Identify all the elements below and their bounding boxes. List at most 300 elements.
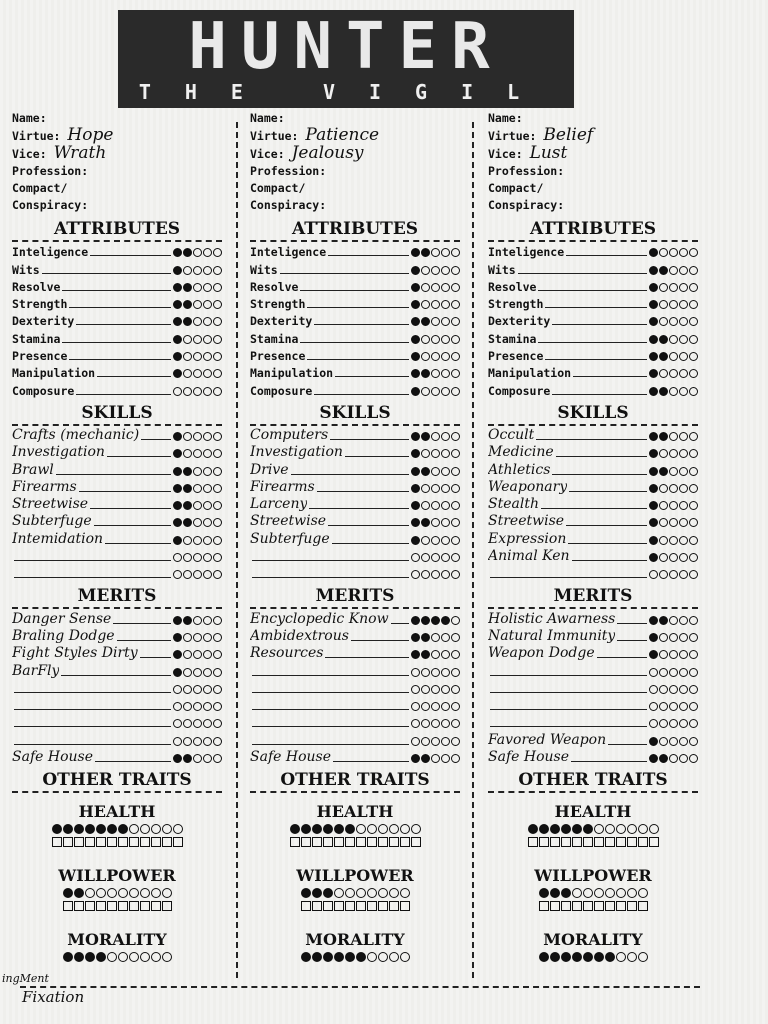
list-item — [488, 644, 698, 661]
health-box — [616, 837, 626, 847]
empty-dot — [421, 536, 430, 545]
empty-dot — [649, 668, 658, 677]
dot-track — [173, 300, 222, 309]
dot-track — [411, 369, 460, 378]
filled-dot — [421, 248, 430, 257]
attribute-row — [250, 328, 460, 345]
empty-dot — [183, 570, 192, 579]
filled-dot — [183, 300, 192, 309]
fill-line — [490, 709, 647, 710]
empty-dot — [213, 518, 222, 527]
attribute-row — [488, 311, 698, 328]
empty-dot — [659, 553, 668, 562]
stat-name: Manipulation — [250, 366, 334, 381]
willpower-box — [118, 901, 128, 911]
empty-dot — [441, 449, 450, 458]
empty-dot — [679, 553, 688, 562]
filled-dot — [173, 650, 182, 659]
skills-header: SKILLS — [488, 402, 698, 426]
list-item — [250, 661, 460, 678]
filled-dot — [550, 888, 560, 898]
name-field — [12, 110, 222, 127]
empty-dot — [659, 300, 668, 309]
filled-dot — [411, 432, 420, 441]
list-item — [488, 609, 698, 626]
filled-dot — [659, 616, 668, 625]
filled-dot — [659, 754, 668, 763]
filled-dot — [411, 467, 420, 476]
conspiracy-field — [12, 197, 222, 214]
filled-dot — [411, 387, 420, 396]
stat-name: Resources — [250, 645, 324, 662]
willpower-box — [539, 901, 549, 911]
filled-dot — [345, 952, 355, 962]
empty-dot — [451, 484, 460, 493]
dot-track — [173, 484, 222, 493]
filled-dot — [183, 484, 192, 493]
empty-dot — [451, 570, 460, 579]
empty-dot — [203, 449, 212, 458]
fill-line — [332, 543, 409, 544]
dot-track — [173, 449, 222, 458]
health-box — [162, 837, 172, 847]
empty-dot — [627, 888, 637, 898]
list-item — [12, 478, 222, 495]
stat-name: Wits — [488, 262, 516, 277]
filled-dot — [572, 824, 582, 834]
dot-track — [173, 685, 222, 694]
empty-dot — [421, 685, 430, 694]
empty-dot — [213, 467, 222, 476]
filled-dot — [173, 317, 182, 326]
filled-dot — [301, 952, 311, 962]
willpower-header: WILLPOWER — [296, 866, 414, 886]
empty-dot — [203, 335, 212, 344]
health-box — [528, 837, 538, 847]
empty-dot — [679, 570, 688, 579]
dot-track — [173, 369, 222, 378]
fill-line — [61, 675, 171, 676]
filled-dot — [421, 633, 430, 642]
empty-dot — [441, 501, 450, 510]
empty-dot — [649, 685, 658, 694]
stat-name: Stamina — [12, 331, 61, 346]
attribute-row — [250, 346, 460, 363]
health-box — [107, 837, 117, 847]
spacer — [12, 847, 222, 857]
willpower-box — [107, 901, 117, 911]
empty-dot — [669, 432, 678, 441]
stat-name: Drive — [250, 461, 289, 478]
filled-dot — [63, 824, 73, 834]
willpower-box — [334, 901, 344, 911]
empty-dot — [431, 300, 440, 309]
conspiracy-label: Conspiracy: — [12, 198, 89, 212]
empty-dot — [689, 467, 698, 476]
attribute-row — [250, 242, 460, 259]
fill-line — [90, 255, 171, 256]
attribute-row — [488, 242, 698, 259]
stat-name: Subterfuge — [250, 530, 330, 547]
empty-dot — [193, 432, 202, 441]
list-item — [488, 730, 698, 747]
filled-dot — [649, 616, 658, 625]
willpower-box — [550, 901, 560, 911]
filled-dot — [539, 824, 549, 834]
filled-dot — [356, 952, 366, 962]
filled-dot — [173, 484, 182, 493]
empty-dot — [193, 702, 202, 711]
filled-dot — [411, 369, 420, 378]
attribute-row — [250, 380, 460, 397]
fill-line — [568, 543, 647, 544]
willpower-box — [74, 901, 84, 911]
empty-dot — [203, 719, 212, 728]
empty-dot — [411, 685, 420, 694]
empty-dot — [431, 369, 440, 378]
empty-dot — [203, 248, 212, 257]
empty-dot — [689, 387, 698, 396]
empty-dot — [203, 685, 212, 694]
fill-line — [314, 324, 409, 325]
empty-dot — [679, 737, 688, 746]
empty-dot — [659, 449, 668, 458]
fill-line — [252, 675, 409, 676]
filled-dot — [323, 952, 333, 962]
empty-dot — [679, 702, 688, 711]
empty-dot — [441, 570, 450, 579]
filled-dot — [173, 536, 182, 545]
filled-dot — [649, 553, 658, 562]
empty-dot — [213, 616, 222, 625]
dot-track — [173, 248, 222, 257]
stat-name: Expression — [488, 530, 567, 547]
filled-dot — [649, 335, 658, 344]
fill-line — [314, 394, 409, 395]
empty-dot — [669, 737, 678, 746]
list-item — [250, 696, 460, 713]
empty-dot — [151, 888, 161, 898]
dot-track — [649, 266, 698, 275]
fill-line — [79, 491, 171, 492]
fill-line — [538, 290, 647, 291]
filled-dot — [312, 952, 322, 962]
vice-label: Vice: — [12, 147, 47, 161]
empty-dot — [129, 888, 139, 898]
dot-track — [411, 719, 460, 728]
empty-dot — [162, 952, 172, 962]
filled-dot — [411, 484, 420, 493]
empty-dot — [679, 501, 688, 510]
filled-dot — [649, 317, 658, 326]
empty-dot — [679, 536, 688, 545]
health-box — [572, 837, 582, 847]
empty-dot — [669, 300, 678, 309]
list-item — [488, 426, 698, 443]
list-item — [488, 564, 698, 581]
empty-dot — [203, 266, 212, 275]
list-item — [12, 512, 222, 529]
morality-header: MORALITY — [305, 930, 405, 950]
attributes-header: ATTRIBUTES — [488, 218, 698, 242]
dot-track — [173, 553, 222, 562]
willpower-box — [63, 901, 73, 911]
attribute-row — [488, 363, 698, 380]
list-item — [250, 730, 460, 747]
empty-dot — [669, 633, 678, 642]
conspiracy-label: Conspiracy: — [250, 198, 327, 212]
empty-dot — [605, 824, 615, 834]
health-box — [323, 837, 333, 847]
stat-name: Larceny — [250, 496, 308, 513]
list-item — [488, 679, 698, 696]
empty-dot — [451, 719, 460, 728]
empty-dot — [669, 650, 678, 659]
filled-dot — [659, 335, 668, 344]
empty-dot — [689, 668, 698, 677]
health-header: HEALTH — [316, 802, 394, 822]
list-item — [488, 478, 698, 495]
empty-dot — [193, 616, 202, 625]
empty-dot — [400, 952, 410, 962]
stat-name: Safe House — [488, 749, 569, 766]
empty-dot — [594, 824, 604, 834]
filled-dot — [411, 335, 420, 344]
empty-dot — [669, 387, 678, 396]
dot-track — [411, 536, 460, 545]
empty-dot — [451, 317, 460, 326]
empty-dot — [431, 387, 440, 396]
health-box — [173, 837, 183, 847]
dot-track — [411, 248, 460, 257]
filled-dot — [96, 824, 106, 834]
health-box — [411, 837, 421, 847]
stat-name: Athletics — [488, 461, 551, 478]
empty-dot — [193, 449, 202, 458]
dot-track — [173, 633, 222, 642]
empty-dot — [451, 335, 460, 344]
attributes-header: ATTRIBUTES — [12, 218, 222, 242]
empty-dot — [183, 553, 192, 562]
empty-dot — [85, 888, 95, 898]
willpower-box — [605, 901, 615, 911]
empty-dot — [193, 754, 202, 763]
stat-name: Crafts (mechanic) — [12, 426, 140, 443]
empty-dot — [659, 685, 668, 694]
willpower-box — [367, 901, 377, 911]
other-traits-header: OTHER TRAITS — [250, 769, 460, 793]
filled-dot — [561, 888, 571, 898]
attribute-row — [12, 380, 222, 397]
stat-name: Investigation — [12, 444, 105, 461]
fill-line — [94, 525, 171, 526]
dot-track — [649, 685, 698, 694]
empty-dot — [659, 317, 668, 326]
dot-track — [649, 369, 698, 378]
fill-line — [566, 255, 647, 256]
spacer — [488, 847, 698, 857]
dot-track — [173, 737, 222, 746]
filled-dot — [173, 633, 182, 642]
filled-dot — [312, 888, 322, 898]
empty-dot — [669, 467, 678, 476]
health-box — [140, 837, 150, 847]
dot-track — [649, 432, 698, 441]
empty-dot — [441, 369, 450, 378]
empty-dot — [213, 719, 222, 728]
fill-line — [62, 290, 171, 291]
list-item — [250, 426, 460, 443]
willpower-box — [312, 901, 322, 911]
filled-dot — [183, 317, 192, 326]
empty-dot — [367, 888, 377, 898]
health-box — [118, 837, 128, 847]
empty-dot — [679, 283, 688, 292]
empty-dot — [183, 369, 192, 378]
empty-dot — [451, 449, 460, 458]
filled-dot — [173, 754, 182, 763]
willpower-header: WILLPOWER — [534, 866, 652, 886]
dot-track — [173, 266, 222, 275]
filled-dot — [421, 518, 430, 527]
stat-name: Weapon Dodge — [488, 645, 595, 662]
empty-dot — [213, 484, 222, 493]
empty-dot — [421, 501, 430, 510]
fill-line — [76, 324, 171, 325]
fill-line — [252, 744, 409, 745]
empty-dot — [679, 266, 688, 275]
dot-track — [649, 650, 698, 659]
list-item — [12, 661, 222, 678]
empty-dot — [669, 553, 678, 562]
empty-dot — [441, 387, 450, 396]
empty-dot — [193, 501, 202, 510]
stat-name: Dexterity — [488, 314, 551, 329]
filled-dot — [173, 352, 182, 361]
empty-dot — [689, 501, 698, 510]
empty-dot — [431, 432, 440, 441]
health-box — [605, 837, 615, 847]
empty-dot — [378, 952, 388, 962]
list-item — [12, 495, 222, 512]
empty-dot — [431, 536, 440, 545]
empty-dot — [441, 266, 450, 275]
filled-dot — [649, 432, 658, 441]
willpower-box — [389, 901, 399, 911]
filled-dot — [85, 824, 95, 834]
fill-line — [328, 255, 409, 256]
empty-dot — [441, 467, 450, 476]
fill-line — [95, 761, 171, 762]
skills-header: SKILLS — [250, 402, 460, 426]
fill-line — [518, 273, 647, 274]
empty-dot — [679, 650, 688, 659]
virtue-value: Belief — [543, 125, 594, 145]
empty-dot — [451, 685, 460, 694]
character-column — [12, 110, 222, 962]
empty-dot — [431, 317, 440, 326]
empty-dot — [659, 650, 668, 659]
empty-dot — [193, 352, 202, 361]
empty-dot — [203, 317, 212, 326]
health-box — [550, 837, 560, 847]
empty-dot — [431, 352, 440, 361]
dot-track — [411, 266, 460, 275]
list-item — [250, 627, 460, 644]
empty-dot — [451, 248, 460, 257]
fill-line — [317, 491, 409, 492]
fill-line — [490, 577, 647, 578]
filled-dot — [345, 824, 355, 834]
filled-dot — [649, 300, 658, 309]
empty-dot — [451, 737, 460, 746]
filled-dot — [173, 266, 182, 275]
dot-track — [250, 824, 460, 834]
skills-header: SKILLS — [12, 402, 222, 426]
empty-dot — [689, 283, 698, 292]
filled-dot — [421, 754, 430, 763]
list-item — [250, 713, 460, 730]
spacer — [488, 911, 698, 921]
filled-dot — [323, 888, 333, 898]
fill-line — [42, 273, 171, 274]
profession-field — [12, 163, 222, 180]
dot-track — [411, 283, 460, 292]
health-box — [52, 837, 62, 847]
willpower-box — [561, 901, 571, 911]
empty-dot — [193, 570, 202, 579]
empty-dot — [389, 824, 399, 834]
stat-name: Dexterity — [250, 314, 313, 329]
dot-track — [649, 387, 698, 396]
empty-dot — [193, 719, 202, 728]
fill-line — [566, 525, 647, 526]
virtue-label: Virtue: — [488, 129, 537, 143]
empty-dot — [679, 616, 688, 625]
empty-dot — [183, 335, 192, 344]
empty-dot — [659, 518, 668, 527]
filled-dot — [421, 432, 430, 441]
empty-dot — [451, 467, 460, 476]
health-box — [367, 837, 377, 847]
stat-name: Stealth — [488, 496, 539, 513]
health-box — [356, 837, 366, 847]
willpower-boxes — [488, 901, 698, 911]
fill-line — [76, 394, 171, 395]
attribute-row — [12, 346, 222, 363]
list-item — [12, 627, 222, 644]
empty-dot — [118, 888, 128, 898]
virtue-field — [12, 127, 222, 145]
fill-line — [252, 726, 409, 727]
filled-dot — [183, 248, 192, 257]
empty-dot — [173, 685, 182, 694]
logo-title: HUNTER — [188, 10, 504, 84]
empty-dot — [441, 300, 450, 309]
dot-track — [411, 352, 460, 361]
fill-line — [490, 675, 647, 676]
filled-dot — [561, 824, 571, 834]
stat-name: Strength — [488, 297, 544, 312]
filled-dot — [659, 432, 668, 441]
empty-dot — [378, 888, 388, 898]
list-item — [488, 443, 698, 460]
fill-line — [617, 623, 647, 624]
empty-dot — [451, 352, 460, 361]
empty-dot — [183, 737, 192, 746]
empty-dot — [659, 484, 668, 493]
empty-dot — [213, 387, 222, 396]
